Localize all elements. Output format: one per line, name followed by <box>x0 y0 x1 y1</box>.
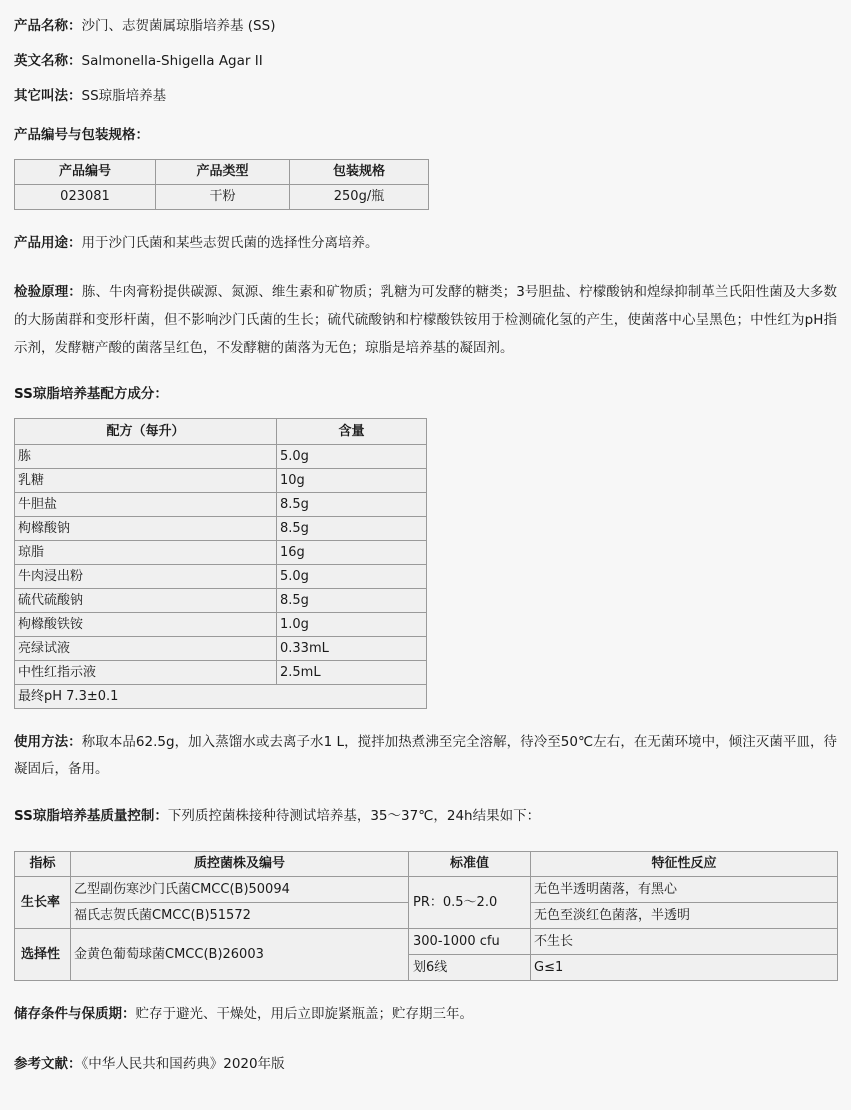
method-text: 称取本品62.5g，加入蒸馏水或去离子水1 L，搅拌加热煮沸至完全溶解，待冷至50℃左右，在无菌环境中，倾注灭菌平皿，待凝固后，备用。 <box>14 734 838 778</box>
cell-amount: 0.33mL <box>277 637 427 661</box>
cell-strain: 乙型副伤寒沙门氏菌CMCC(B)50094 <box>71 876 409 902</box>
table-row <box>15 876 838 902</box>
col-header-strain: 质控菌株及编号 <box>71 851 409 876</box>
product-code-heading: 产品编号与包装规格： <box>14 126 149 143</box>
cell-amount: 16g <box>277 541 427 565</box>
cell-reaction: 无色至淡红色菌落，半透明 <box>531 902 838 928</box>
table-row <box>15 445 427 469</box>
cell-amount: 5.0g <box>277 445 427 469</box>
principle-label: 检验原理： <box>14 284 82 301</box>
usage-text: 用于沙门氏菌和某些志贺氏菌的选择性分离培养。 <box>81 234 379 251</box>
cell-final-ph: 最终pH 7.3±0.1 <box>15 685 427 709</box>
alias-line <box>14 88 837 105</box>
col-header-amount: 含量 <box>277 419 427 445</box>
table-row <box>15 517 427 541</box>
storage-paragraph <box>14 1001 837 1029</box>
table-row <box>15 184 429 209</box>
storage-label: 储存条件与保质期： <box>14 1005 136 1022</box>
cell-amount: 10g <box>277 469 427 493</box>
cell-ingredient: 琼脂 <box>15 541 277 565</box>
quality-control-text: 下列质控菌株接种待测试培养基，35～37℃，24h结果如下： <box>167 808 541 825</box>
formula-heading: SS琼脂培养基配方成分： <box>14 386 168 403</box>
cell-standard-value: PR：0.5～2.0 <box>409 876 531 928</box>
quality-control-label: SS琼脂培养基质量控制： <box>14 808 168 825</box>
table-header-row <box>15 851 838 876</box>
col-header-indicator: 指标 <box>15 851 71 876</box>
english-name-line <box>14 53 837 70</box>
cell-strain: 金黄色葡萄球菌CMCC(B)26003 <box>71 928 409 980</box>
table-row <box>15 565 427 589</box>
cell-ingredient: 枸橼酸钠 <box>15 517 277 541</box>
cell-amount: 8.5g <box>277 589 427 613</box>
col-header-product-type: 产品类型 <box>156 159 290 184</box>
cell-amount: 2.5mL <box>277 661 427 685</box>
cell-ingredient: 硫代硫酸钠 <box>15 589 277 613</box>
cell-reaction: 不生长 <box>531 928 838 954</box>
table-row <box>15 928 838 954</box>
cell-reaction: 无色半透明菌落，有黑心 <box>531 876 838 902</box>
english-name-label: 英文名称： <box>14 52 82 69</box>
table-row-final-ph <box>15 685 427 709</box>
cell-ingredient: 枸橼酸铁铵 <box>15 613 277 637</box>
cell-amount: 1.0g <box>277 613 427 637</box>
col-header-formula: 配方（每升） <box>15 419 277 445</box>
method-label: 使用方法： <box>14 734 82 751</box>
cell-strain: 福氏志贺氏菌CMCC(B)51572 <box>71 902 409 928</box>
cell-amount: 5.0g <box>277 565 427 589</box>
cell-product-type: 干粉 <box>156 184 290 209</box>
table-row <box>15 541 427 565</box>
cell-ingredient: 乳糖 <box>15 469 277 493</box>
english-name-value: Salmonella-Shigella Agar II <box>81 52 263 69</box>
cell-indicator-selectivity: 选择性 <box>15 928 71 980</box>
cell-standard-value: 划6线 <box>409 954 531 980</box>
product-name-line <box>14 18 837 35</box>
col-header-product-code: 产品编号 <box>15 159 156 184</box>
cell-indicator-growth-rate: 生长率 <box>15 876 71 928</box>
method-paragraph <box>14 729 837 783</box>
cell-ingredient: 中性红指示液 <box>15 661 277 685</box>
table-row <box>15 613 427 637</box>
table-row <box>15 493 427 517</box>
reference-label: 参考文献： <box>14 1055 82 1072</box>
col-header-standard-value: 标准值 <box>409 851 531 876</box>
reference-text: 《中华人民共和国药典》2020年版 <box>81 1055 285 1072</box>
alias-label: 其它叫法： <box>14 87 82 104</box>
principle-text: 胨、牛肉膏粉提供碳源、氮源、维生素和矿物质；乳糖为可发酵的糖类；3号胆盐、柠檬酸钠和煌绿抑制革兰氏阳性菌及大多数的大肠菌群和变形杆菌，但不影响沙门氏菌的生长；硫代硫酸钠和柠檬酸铁铵用于检测硫化氢的产生，使菌落中心呈黑色；中性红为pH指示剂，发酵糖产酸的菌落呈红色，不发酵糖的菌落为无色；琼脂是培养基的凝固剂。 <box>14 284 837 356</box>
col-header-characteristic-reaction: 特征性反应 <box>531 851 838 876</box>
usage-paragraph <box>14 230 837 258</box>
cell-package-spec: 250g/瓶 <box>290 184 429 209</box>
cell-ingredient: 牛肉浸出粉 <box>15 565 277 589</box>
quality-control-table <box>14 851 838 981</box>
table-row <box>15 661 427 685</box>
cell-ingredient: 牛胆盐 <box>15 493 277 517</box>
cell-reaction: G≤1 <box>531 954 838 980</box>
principle-paragraph <box>14 279 837 362</box>
table-header-row <box>15 419 427 445</box>
cell-amount: 8.5g <box>277 493 427 517</box>
table-row <box>15 469 427 493</box>
col-header-package-spec: 包装规格 <box>290 159 429 184</box>
reference-paragraph <box>14 1051 837 1079</box>
product-code-table <box>14 159 429 210</box>
storage-text: 贮存于避光、干燥处，用后立即旋紧瓶盖；贮存期三年。 <box>135 1005 473 1022</box>
alias-value: SS琼脂培养基 <box>81 87 167 104</box>
cell-product-code: 023081 <box>15 184 156 209</box>
product-name-label: 产品名称： <box>14 18 82 34</box>
quality-control-paragraph <box>14 803 837 831</box>
table-row <box>15 637 427 661</box>
product-name-value: 沙门、志贺菌属琼脂培养基 (SS) <box>81 18 276 34</box>
table-row <box>15 589 427 613</box>
formula-table <box>14 418 427 709</box>
table-header-row <box>15 159 429 184</box>
cell-ingredient: 胨 <box>15 445 277 469</box>
cell-ingredient: 亮绿试液 <box>15 637 277 661</box>
usage-label: 产品用途： <box>14 234 82 251</box>
cell-standard-value: 300-1000 cfu <box>409 928 531 954</box>
cell-amount: 8.5g <box>277 517 427 541</box>
